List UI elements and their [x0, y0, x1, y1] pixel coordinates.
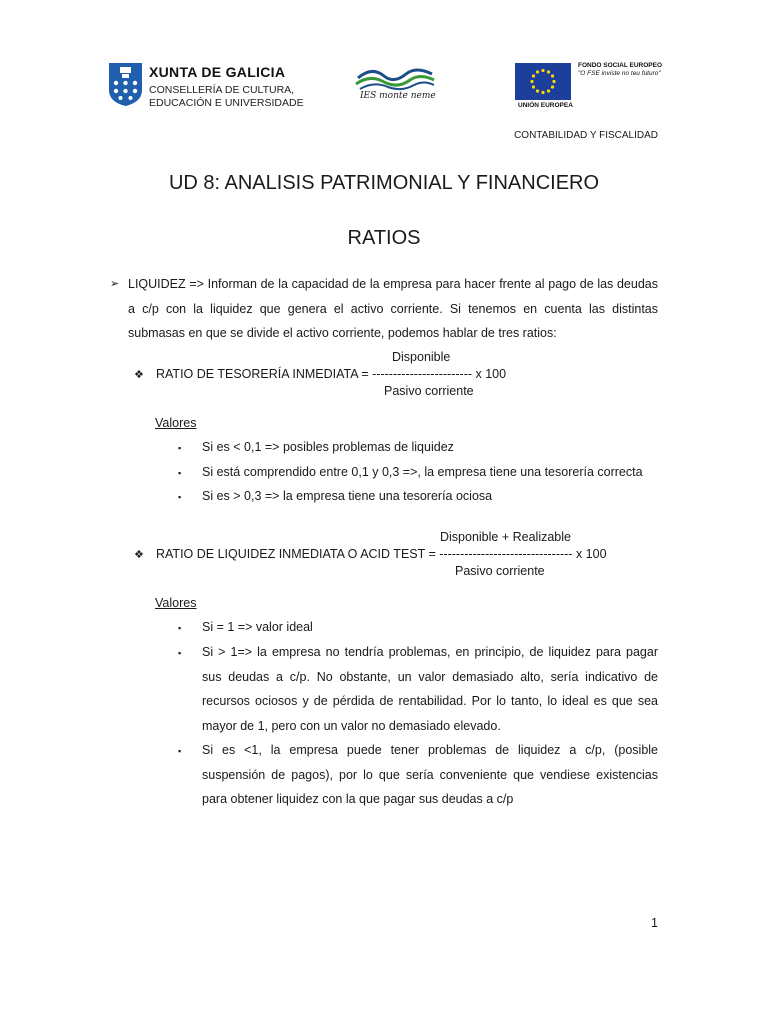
course-name: CONTABILIDAD Y FISCALIDAD [514, 130, 658, 141]
xunta-department-line-2: EDUCACIÓN E UNIVERSIDADE [149, 96, 304, 109]
ratio1-value-1: Si es < 0,1 => posibles problemas de liquidez [202, 440, 454, 454]
xunta-name: XUNTA DE GALICIA [149, 64, 286, 80]
eu-flag-logo [515, 63, 571, 100]
ratio1-numerator: Disponible [392, 350, 451, 364]
eu-star-icon [532, 85, 535, 88]
ratio1-formula: RATIO DE TESORERÍA INMEDIATA = ------------------------ x 100 [156, 367, 507, 381]
ratio1-values-heading: Valores [155, 416, 197, 430]
eu-star-icon [551, 74, 554, 77]
section-title: RATIOS [347, 227, 421, 249]
ratio1-value-3: Si es > 0,3 => la empresa tiene una tesorería ociosa [202, 489, 493, 503]
eu-star-icon [552, 80, 555, 83]
arrow-bullet-icon: ➢ [110, 278, 120, 290]
ratio2-value-2: Si > 1=> la empresa no tendría problemas, en principio, de liquidez para pagar sus deudas a c/p. No obstante, un valor demasiado alto, sería indicativo de recursos ociosos y de pérdida de rentabilidad. Por lo tanto, lo ideal es que sea mayor de 1, pero con un valor no demasiado elevado. [202, 645, 658, 733]
ratio1-denominator: Pasivo corriente [384, 384, 474, 398]
ratio2-formula: RATIO DE LIQUIDEZ INMEDIATA O ACID TEST = -------------------------------- x 100 [156, 547, 607, 561]
liquidez-intro: LIQUIDEZ => Informan de la capacidad de la empresa para hacer frente al pago de las deudas a c/p con la liquidez que genera el activo corriente. Si tenemos en cuenta las distintas submasas en que se divide el activo corriente, podemos hablar de tres ratios: [128, 277, 658, 340]
eu-star-icon [530, 80, 533, 83]
square-bullet-icon: ▪ [178, 468, 182, 478]
eu-label: UNIÓN EUROPEA [518, 102, 573, 109]
diamond-bullet-icon: ❖ [134, 369, 144, 381]
diamond-bullet-icon: ❖ [134, 549, 144, 561]
ratio2-value-3: Si es <1, la empresa puede tener problemas de liquidez a c/p, (posible suspensión de pagos), por lo que sería conveniente que vendiese existencias para obtener liquidez con la que pagar sus deudas a c/p [202, 743, 658, 806]
ratio2-numerator: Disponible + Realizable [440, 530, 571, 544]
eu-star-icon [541, 69, 544, 72]
eu-star-icon [547, 70, 550, 73]
eu-star-icon [551, 85, 554, 88]
ratio2-values-heading: Valores [155, 596, 197, 610]
unit-title: UD 8: ANALISIS PATRIMONIAL Y FINANCIERO [168, 172, 600, 194]
square-bullet-icon: ▪ [178, 492, 182, 502]
page-number: 1 [651, 916, 658, 930]
xunta-department [149, 84, 304, 109]
fse-slogan: "O FSE inviste no teu futuro" [578, 70, 661, 77]
square-bullet-icon: ▪ [178, 443, 182, 453]
square-bullet-icon: ▪ [178, 746, 182, 756]
ratio1-value-2: Si está comprendido entre 0,1 y 0,3 =>, la empresa tiene una tesorería correcta [202, 465, 643, 479]
eu-star-icon [547, 89, 550, 92]
fse-title: FONDO SOCIAL EUROPEO [578, 62, 663, 69]
square-bullet-icon: ▪ [178, 648, 182, 658]
eu-star-icon [541, 91, 544, 94]
ratio2-denominator: Pasivo corriente [455, 564, 545, 578]
eu-star-icon [536, 89, 539, 92]
xunta-department-line-1: CONSELLERÍA DE CULTURA, [149, 84, 295, 96]
ratio2-value-1: Si = 1 => valor ideal [202, 620, 313, 634]
ies-name: IES monte neme [360, 91, 436, 101]
xunta-shield-logo [108, 62, 143, 107]
eu-star-icon [532, 74, 535, 77]
square-bullet-icon: ▪ [178, 623, 182, 633]
eu-star-icon [536, 70, 539, 73]
